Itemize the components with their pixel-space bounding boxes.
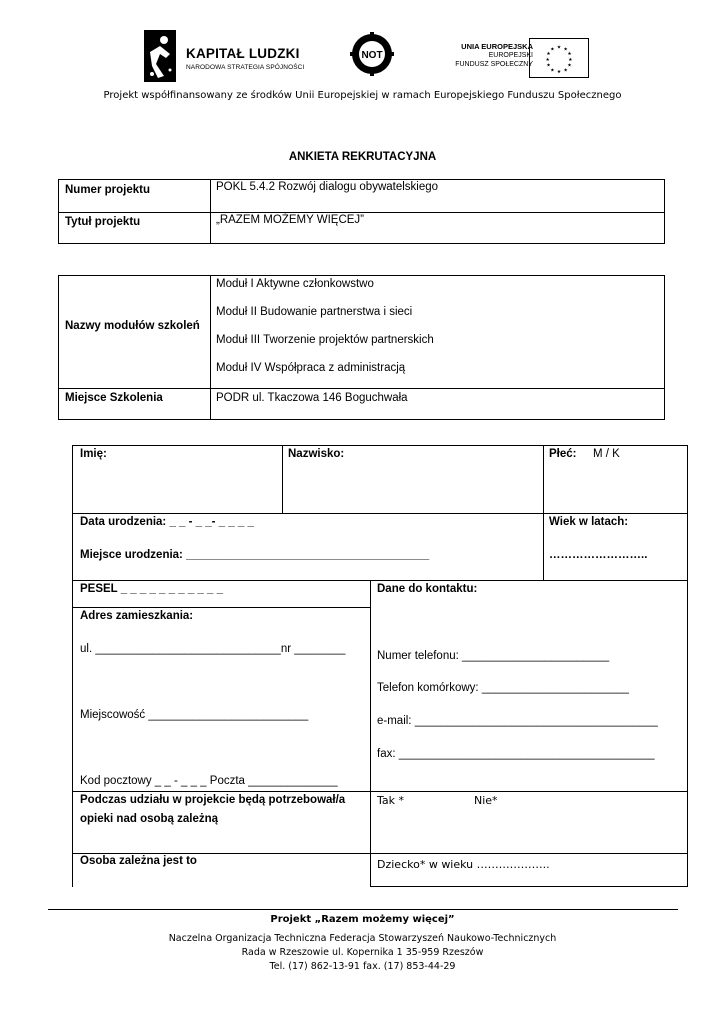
svg-text:★: ★ [567, 52, 572, 58]
age-field[interactable]: …………………….. [549, 549, 648, 561]
human-capital-logo-icon [140, 30, 180, 82]
not-logo-text: NOT [361, 50, 383, 61]
footer-line-2: Rada w Rzeszowie ul. Kopernika 1 35-959 Rzeszów [241, 947, 484, 958]
birth-date-field[interactable]: Data urodzenia: _ _ - _ _- _ _ _ _ [80, 516, 254, 528]
module-item-4: Moduł IV Współpraca z administracją [216, 362, 406, 374]
module-item-2: Moduł II Budowanie partnerstwa i sieci [216, 306, 413, 318]
module-item-3: Moduł III Tworzenie projektów partnerskich [216, 334, 434, 346]
eu-line-1: UNIA EUROPEJSKA [461, 42, 533, 51]
svg-text:★: ★ [550, 68, 555, 74]
care-yes-option[interactable]: Tak * [377, 794, 405, 807]
svg-text:★: ★ [556, 45, 562, 51]
city-field[interactable]: Miejscowość _________________________ [80, 709, 309, 721]
care-question-line-2: opieki nad osobą zależną [80, 813, 219, 825]
kapital-ludzki-logo [140, 30, 320, 82]
address-label: Adres zamieszkania: [80, 610, 194, 622]
last-name-label: Nazwisko: [288, 448, 345, 460]
fax-field[interactable]: fax: ________________________________________ [377, 748, 655, 760]
modules-label: Nazwy modułów szkoleń [65, 320, 200, 332]
project-number-label: Numer projektu [65, 184, 150, 196]
footer-line-3: Tel. (17) 862-13-91 fax. (17) 853-44-29 [269, 961, 456, 972]
svg-text:★: ★ [556, 70, 562, 76]
eu-logo [445, 38, 595, 80]
email-field[interactable]: e-mail: ______________________________________ [377, 715, 658, 727]
project-title-value: „RAZEM MOŻEMY WIĘCEJ” [216, 214, 365, 226]
postal-field[interactable]: Kod pocztowy _ _ - _ _ _ Poczta ______________ [80, 775, 338, 787]
sex-options[interactable]: M / K [593, 448, 620, 460]
street-field[interactable]: ul. _____________________________nr ________ [80, 643, 346, 655]
project-number-value: POKL 5.4.2 Rozwój dialogu obywatelskiego [216, 181, 439, 193]
svg-text:★: ★ [550, 47, 555, 53]
not-logo [350, 32, 394, 76]
age-label: Wiek w latach: [549, 516, 629, 528]
care-question-line-1: Podczas udziału w projekcie będą potrzebował/a [80, 794, 346, 806]
project-title-label: Tytuł projektu [65, 216, 141, 228]
first-name-field[interactable] [76, 464, 278, 509]
svg-text:★: ★ [545, 57, 550, 63]
footer-project: Projekt „Razem możemy więcej” [270, 914, 455, 925]
dependent-field[interactable]: Dziecko* w wieku ……………….. [377, 858, 550, 871]
contact-label: Dane do kontaktu: [377, 583, 478, 595]
eu-flag-icon [529, 38, 589, 78]
phone-field[interactable]: Numer telefonu: _______________________ [377, 650, 610, 662]
eu-line-2: EUROPEJSKI [488, 52, 533, 59]
training-place-value: PODR ul. Tkaczowa 146 Boguchwała [216, 392, 408, 404]
module-item-1: Moduł I Aktywne członkowstwo [216, 278, 374, 290]
eu-text [455, 42, 533, 69]
dependent-label: Osoba zależna jest to [80, 855, 197, 867]
training-place-label: Miejsce Szkolenia [65, 392, 163, 404]
first-name-label: Imię: [80, 448, 107, 460]
svg-text:★: ★ [568, 57, 573, 63]
cofinancing-note: Projekt współfinansowany ze środków Unii Europejskiej w ramach Europejskiego Funduszu Społecznego [103, 90, 622, 101]
mobile-field[interactable]: Telefon komórkowy: _______________________ [377, 682, 629, 694]
footer-line-1: Naczelna Organizacja Techniczna Federacja Stowarzyszeń Naukowo-Technicznych [168, 933, 557, 944]
last-name-field[interactable] [286, 464, 539, 509]
sex-label: Płeć: [549, 448, 577, 460]
svg-text:★: ★ [567, 63, 572, 69]
footer-divider [48, 909, 678, 910]
svg-text:★: ★ [563, 47, 568, 53]
not-logo-icon [350, 32, 394, 76]
kapital-ludzki-title: KAPITAŁ LUDZKI [186, 46, 300, 61]
svg-text:★: ★ [546, 52, 551, 58]
form-title: ANKIETA REKRUTACYJNA [288, 151, 437, 163]
svg-text:★: ★ [563, 68, 568, 74]
kapital-ludzki-subtitle: NARODOWA STRATEGIA SPÓJNOŚCI [186, 64, 305, 71]
birth-place-field[interactable]: Miejsce urodzenia: ______________________________________ [80, 549, 430, 561]
pesel-field[interactable]: PESEL _ _ _ _ _ _ _ _ _ _ _ [80, 583, 223, 595]
care-no-option[interactable]: Nie* [474, 794, 498, 807]
eu-line-3: FUNDUSZ SPOŁECZNY [455, 61, 533, 68]
svg-text:★: ★ [546, 63, 551, 69]
